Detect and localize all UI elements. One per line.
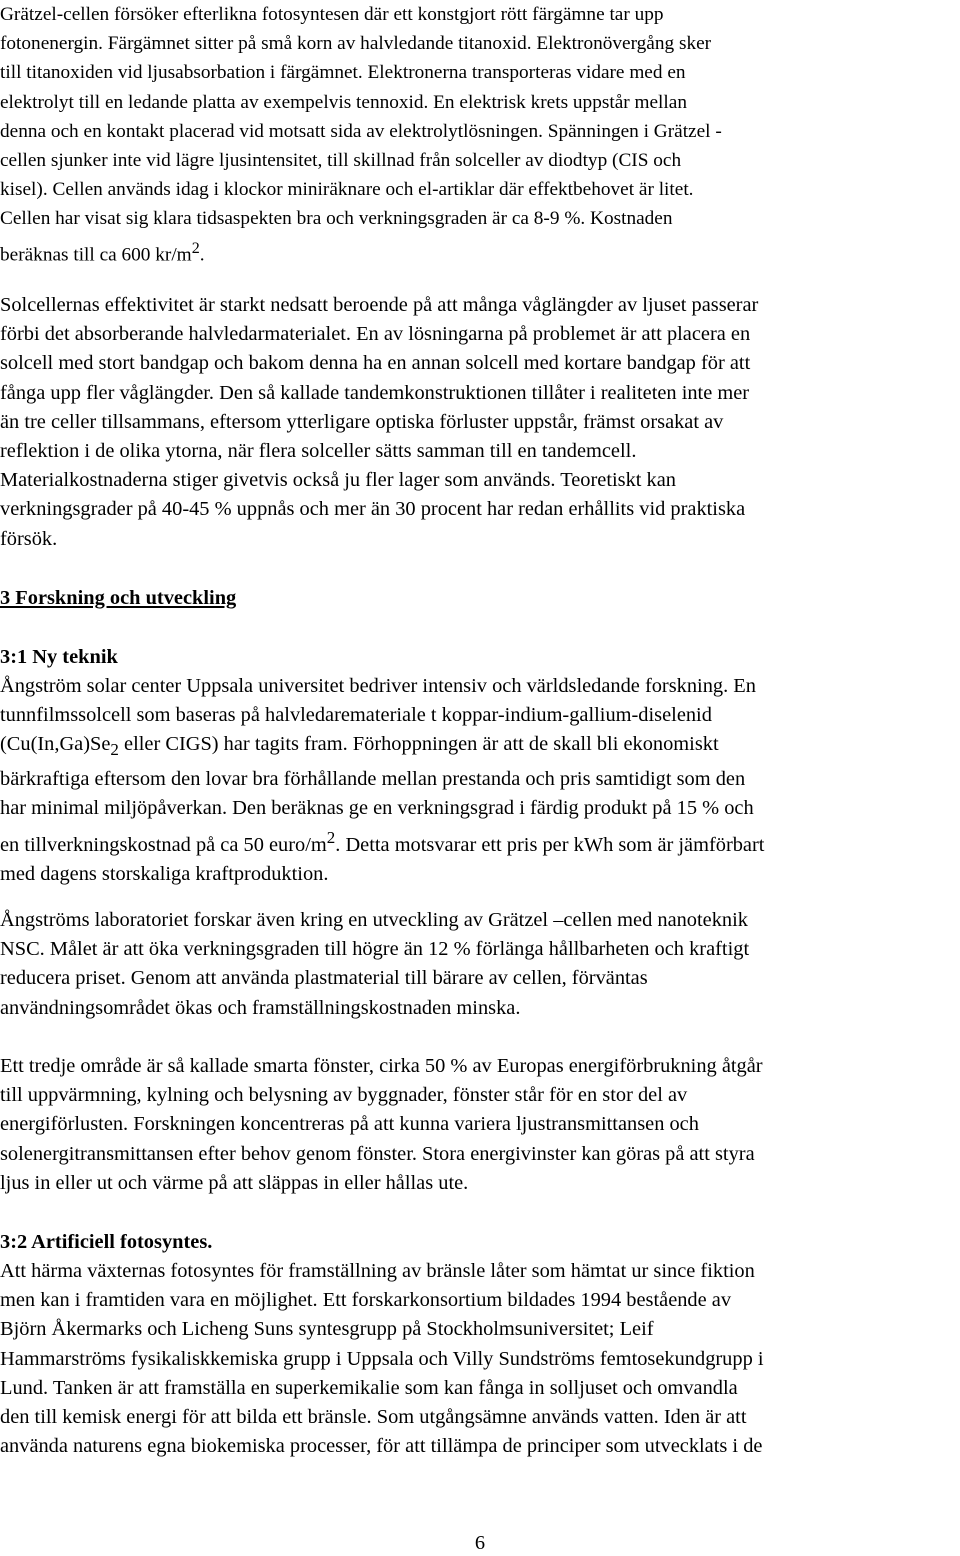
text-line: bärkraftiga eftersom den lovar bra förhållande mellan prestanda och pris samtidigt som den [0, 767, 746, 790]
text-line: kisel). Cellen används idag i klockor miniräknare och el-artiklar där effektbehovet är litet. [0, 179, 694, 201]
text-line: fånga upp fler våglängder. Den så kallade tandemkonstruktionen tillåter i realiteten inte mer [0, 381, 750, 404]
text-line: Grätzel-cellen försöker efterlikna fotosyntesen där ett konstgjort rött färgämne tar upp [0, 4, 664, 25]
text-line: Ångström solar center Uppsala universitet bedriver intensiv och världsledande forskning. En [0, 675, 756, 697]
text-line: reducera priset. Genom att använda plastmaterial till bärare av cellen, förväntas [0, 967, 648, 990]
text-line: Ångströms laboratoriet forskar även kring en utveckling av Grätzel –cellen med nanoteknik [0, 909, 748, 931]
text-line: Att härma växternas fotosyntes för framställning av bränsle låter som hämtat ur since fiktion [0, 1260, 755, 1282]
text-line: ljus in eller ut och värme på att släppas in eller hållas ute. [0, 1171, 469, 1194]
subsection-heading: 3:2 Artificiell fotosyntes. [0, 1231, 213, 1253]
text-line: energiförlusten. Forskningen koncentreras på att kunna variera ljustransmittansen och [0, 1113, 699, 1136]
text-line: solenergitransmittansen efter behov genom fönster. Stora energivinster kan göras på att styra [0, 1142, 755, 1165]
text-line: Lund. Tanken är att framställa en superkemikalie som kan fånga in solljuset och omvandla [0, 1376, 738, 1399]
text-fragment: eller CIGS) har tagits fram. Förhoppningen är att de skall bli ekonomiskt [118, 733, 719, 756]
text-fragment: (Cu(In,Ga)Se [0, 733, 111, 756]
text-line [0, 234, 960, 270]
text-line: solcell med stort bandgap och bakom denna ha en annan solcell med kortare bandgap för att [0, 352, 751, 375]
text-line [0, 730, 960, 764]
text-line: försök. [0, 527, 58, 550]
text-line: den till kemisk energi för att bilda ett bränsle. Som utgångsämne används vatten. Iden är att [0, 1406, 747, 1429]
text-line: men kan i framtiden vara en möjlighet. Ett forskarkonsortium bildades 1994 bestående av [0, 1289, 732, 1312]
text-fragment: . [199, 244, 205, 266]
paragraph-efficiency [0, 291, 960, 554]
text-line: med dagens storskaliga kraftproduktion. [0, 863, 329, 886]
text-line: cellen sjunker inte vid lägre ljusintensitet, till skillnad från solceller av diodtyp (CIS och [0, 150, 682, 172]
text-line: NSC. Målet är att öka verkningsgraden till högre än 12 % förlänga hållbarheten och kraftigt [0, 938, 750, 961]
paragraph-gratzel [0, 0, 960, 269]
paragraph-smart-windows [0, 1052, 960, 1198]
paragraph-angstrom [0, 672, 960, 889]
text-line: denna och en kontakt placerad vid motsatt sida av elektrolytlösningen. Spänningen i Grätzel - [0, 120, 722, 142]
text-fragment: en tillverkningskostnad på ca 50 euro/m [0, 833, 327, 856]
text-line: till titanoxiden vid ljusabsorbation i färgämnet. Elektronerna transporteras vidare med en [0, 62, 686, 84]
text-line: Björn Åkermarks och Licheng Suns syntesgrupp på Stockholmsuniversitet; Leif [0, 1318, 654, 1341]
superscript: 2 [326, 828, 336, 848]
paragraph-artificial-photosynthesis [0, 1257, 960, 1461]
text-line: fotonenergin. Färgämnet sitter på små korn av halvledande titanoxid. Elektronövergång sker [0, 33, 712, 55]
page-number: 6 [474, 1532, 486, 1554]
text-line: Materialkostnaderna stiger givetvis också ju fler lager som används. Teoretiskt kan [0, 469, 676, 492]
text-line: Solcellernas effektivitet är starkt nedsatt beroende på att många våglängder av ljuset passerar [0, 294, 759, 316]
text-fragment: . Detta motsvarar ett pris per kWh som är jämförbart [335, 833, 765, 856]
text-line: Cellen har visat sig klara tidsaspekten bra och verkningsgraden är ca 8-9 %. Kostnaden [0, 208, 673, 230]
text-line [0, 823, 960, 860]
text-line: Ett tredje område är så kallade smarta fönster, cirka 50 % av Europas energiförbrukning åtgår [0, 1055, 763, 1077]
subscript: 2 [110, 740, 119, 760]
text-line: verkningsgrader på 40-45 % uppnås och mer än 30 procent har redan erhållits vid praktiska [0, 498, 746, 521]
text-line: förbi det absorberande halvledarmaterialet. En av lösningarna på problemet är att placera en [0, 323, 751, 346]
text-fragment: beräknas till ca 600 kr/m [0, 244, 192, 266]
superscript: 2 [191, 239, 200, 257]
text-line: till uppvärmning, kylning och belysning av byggnader, fönster står för en stor del av [0, 1084, 688, 1107]
paragraph-nanotech [0, 906, 960, 1023]
text-line: har minimal miljöpåverkan. Den beräknas ge en verkningsgrad i färdig produkt på 15 % och [0, 796, 754, 819]
text-line: användningsområdet ökas och framställningskostnaden minska. [0, 996, 521, 1019]
text-line: elektrolyt till en ledande platta av exempelvis tennoxid. En elektrisk krets uppstår mellan [0, 91, 687, 113]
subsection-heading: 3:1 Ny teknik [0, 646, 118, 668]
section-heading: 3 Forskning och utveckling [0, 587, 237, 609]
text-line: än tre celler tillsammans, eftersom ytterligare optiska förluster uppstår, främst orsakat av [0, 410, 724, 433]
text-line: Hammarströms fysikaliskkemiska grupp i Uppsala och Villy Sundströms femtosekundgrupp i [0, 1347, 764, 1370]
text-line: reflektion i de olika ytorna, när flera solceller sätts samman till en tandemcell. [0, 440, 637, 463]
text-line: tunnfilmssolcell som baseras på halvledaremateriale t koppar-indium-gallium-diselenid [0, 704, 712, 727]
text-line: använda naturens egna biokemiska processer, för att tillämpa de principer som utvecklats i de [0, 1435, 763, 1458]
